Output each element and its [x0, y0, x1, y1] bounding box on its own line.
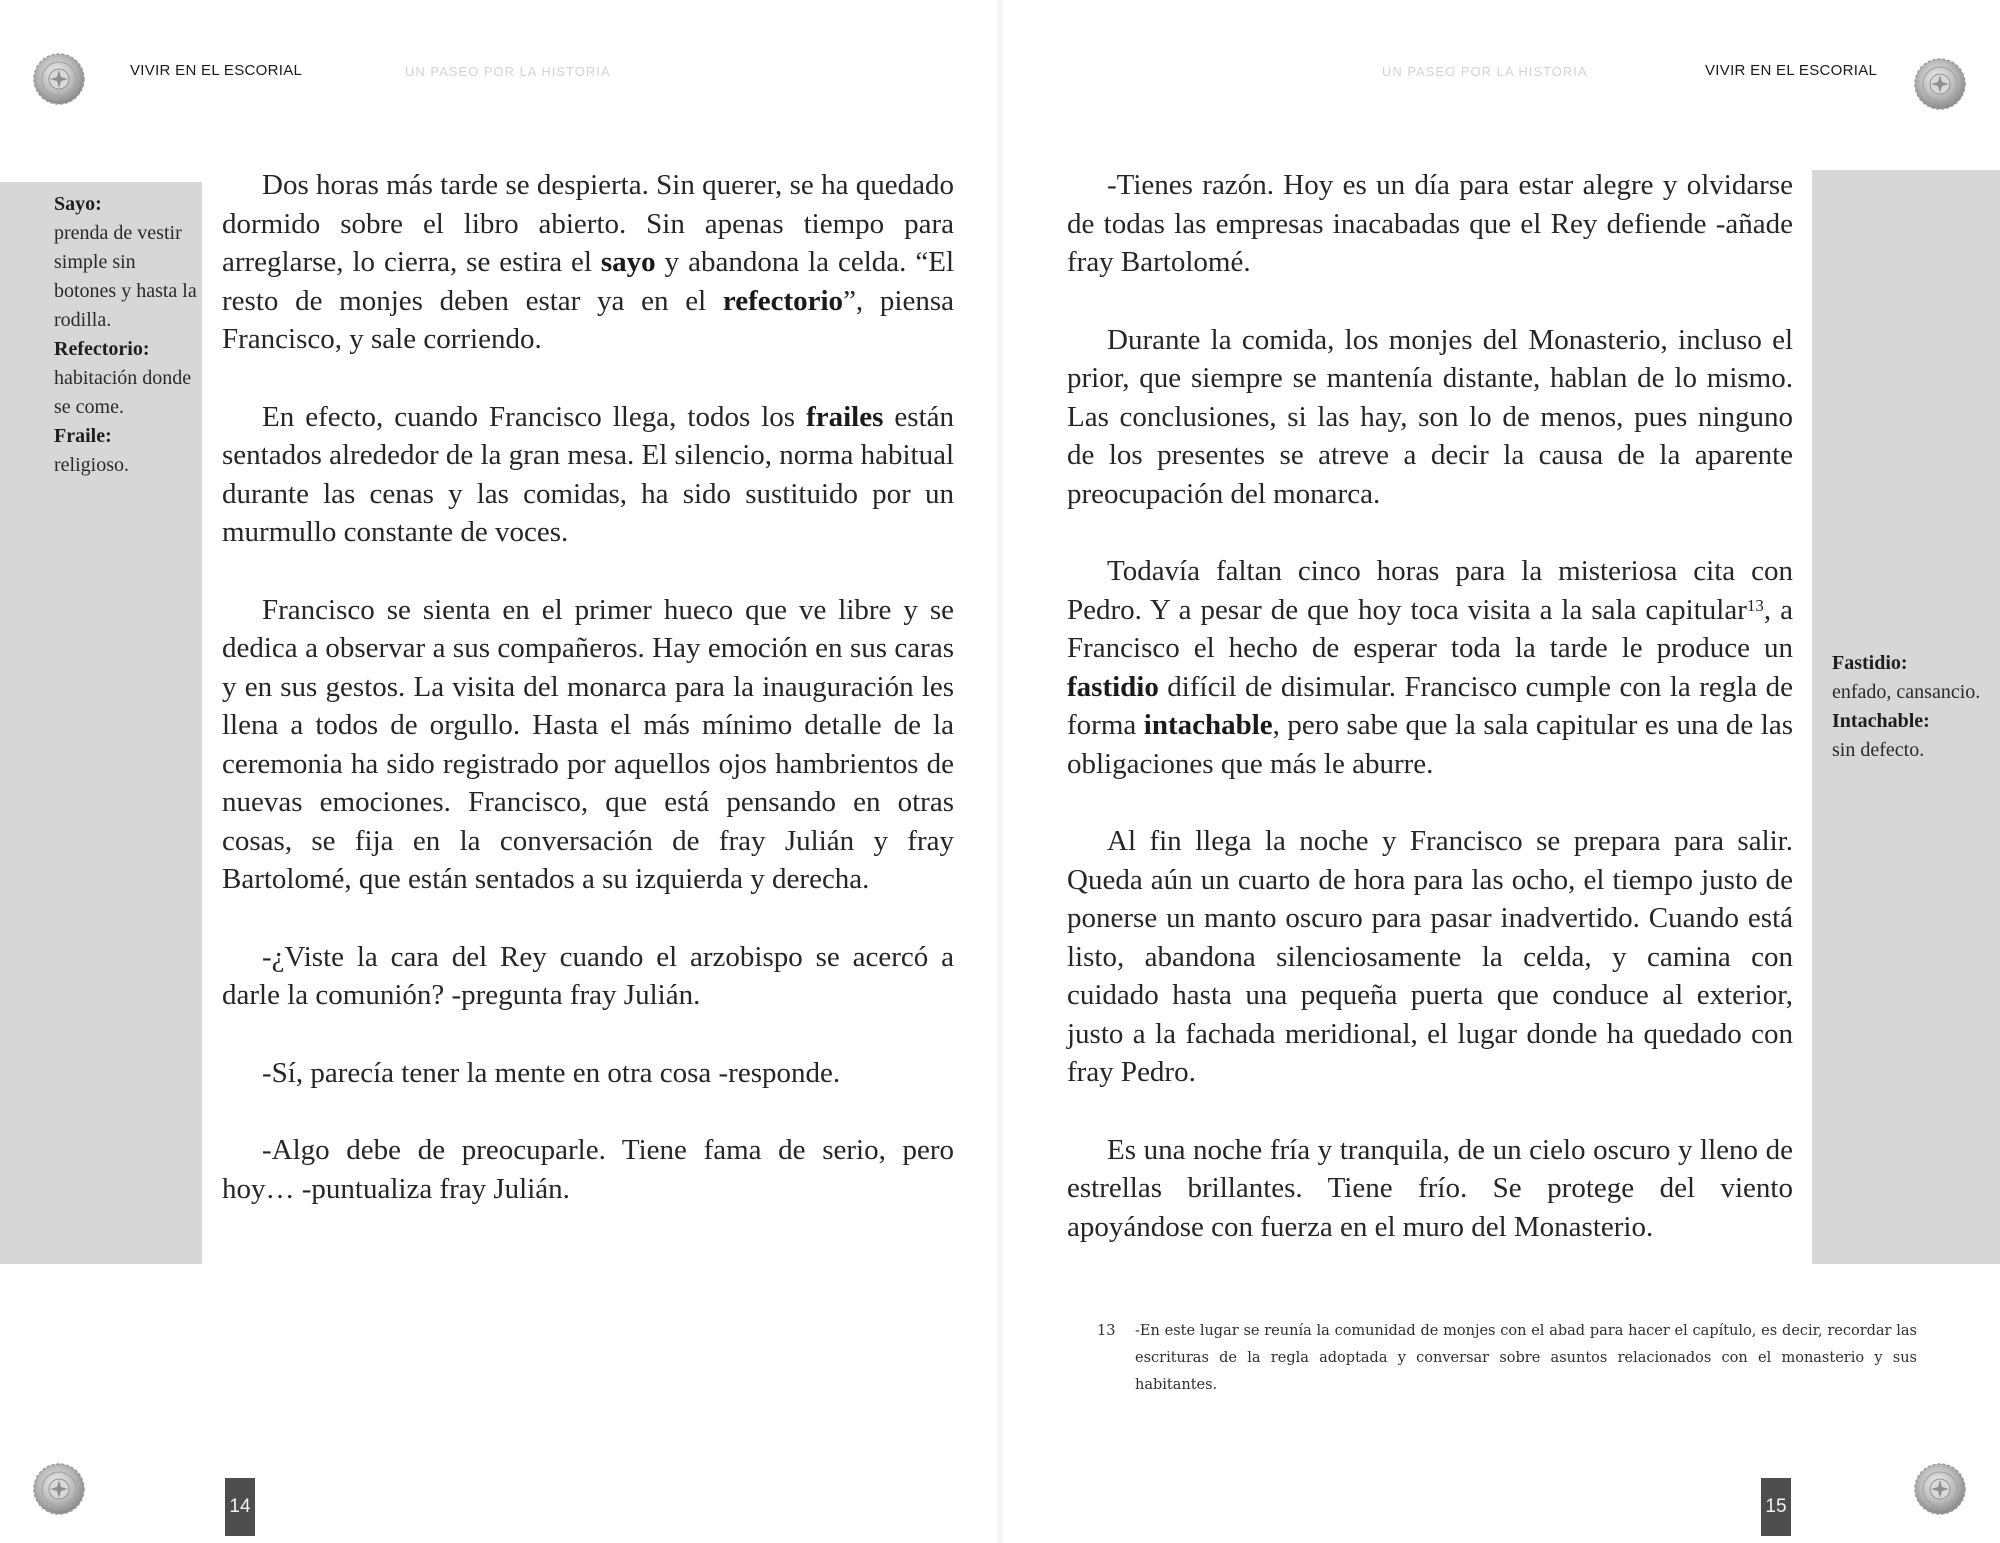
header-book-title: VIVIR EN EL ESCORIAL — [1705, 62, 1878, 79]
footnote-number: 13 — [1097, 1323, 1116, 1339]
glossary-word: frailes — [806, 400, 884, 433]
footnote-text: -En este lugar se reunía la comunidad de monjes con el abad para hacer el capítulo, es decir, recordar las escrituras de la regla adoptada y conversar sobre asuntos relacionados con el monasterio y sus habitantes. — [1135, 1323, 1917, 1393]
footnote — [1097, 1318, 1917, 1399]
glossary-definition: habitación donde se come. — [54, 367, 192, 418]
glossary — [1832, 649, 1992, 765]
glossary-word: intachable — [1143, 709, 1273, 741]
glossary-word: refectorio — [722, 284, 844, 317]
glossary-term: Fraile: — [54, 425, 112, 447]
seal-icon — [32, 1462, 86, 1516]
dialogue-paragraph: -Algo debe de preocuparle. Tiene fama de serio, pero hoy… -puntualiza fray Julián. — [222, 1134, 954, 1205]
seal-icon — [1913, 1462, 1967, 1516]
paragraph: En efecto, cuando Francisco llega, todos los frailes están sentados alrededor de la gran mesa. El silencio, norma habitual durante las cenas y las comidas, ha sido sustituido por un murmullo constante de voces. — [222, 400, 954, 548]
footnote-reference[interactable]: 13 — [1746, 595, 1764, 615]
glossary-word: sayo — [600, 246, 656, 278]
glossary-definition: enfado, cansancio. — [1832, 681, 1981, 703]
dialogue-paragraph: -Sí, parecía tener la mente en otra cosa -responde. — [262, 1056, 841, 1089]
glossary-entry — [54, 190, 202, 335]
glossary — [54, 190, 202, 480]
paragraph: Durante la comida, los monjes del Monasterio, incluso el prior, que siempre se mantenía distante, hablan de lo mismo. Las conclusiones, si las hay, son lo de menos, pues ninguno de los presentes se atreve a decir la causa de la aparente preocupación del monarca. — [1067, 323, 1793, 510]
paragraph: Todavía faltan cinco horas para la misteriosa cita con Pedro. Y a pesar de que hoy toca visita a la sala capitular$^{13}$, a Francisco el hecho de esperar toda la tarde le produce un fastidio difícil de disimular. Francisco cumple con la regla de forma intachable, pero sabe que la sala capitular es una de las obligaciones que más le aburre. — [1067, 555, 1793, 780]
paragraph: Es una noche fría y tranquila, de un cielo oscuro y lleno de estrellas brillantes. Tiene frío. Se protege del viento apoyándose con fuerza en el muro del Monasterio. — [1067, 1133, 1793, 1243]
page-number: 14 — [225, 1478, 255, 1536]
glossary-word: fastidio — [1067, 670, 1159, 703]
glossary-term: Intachable: — [1832, 710, 1930, 732]
dialogue-paragraph: -¿Viste la cara del Rey cuando el arzobispo se acercó a darle la comunión? -pregunta fray Julián. — [222, 940, 954, 1011]
paragraph: Francisco se sienta en el primer hueco que ve libre y se dedica a observar a sus compañeros. Hay emoción en sus caras y en sus gestos. La visita del monarca para la inauguración les llena a todos de orgullo. Hasta el más mínimo detalle de la ceremonia ha sido registrado por aquellos ojos hambrientos de nuevas emociones. Francisco, que está pensando en otras cosas, se fija en la conversación de fray Julián y fray Bartolomé, que están sentados a su izquierda y derecha. — [222, 593, 954, 895]
header-section-title: UN PASEO POR LA HISTORIA — [405, 64, 611, 79]
glossary-definition: sin defecto. — [1832, 739, 1925, 761]
dialogue-paragraph: -Tienes razón. Hoy es un día para estar alegre y olvidarse de todas las empresas inacabadas que el Rey defiende -añade fray Bartolomé. — [1067, 169, 1793, 278]
header-book-title: VIVIR EN EL ESCORIAL — [130, 62, 303, 79]
paragraph: Dos horas más tarde se despierta. Sin querer, se ha quedado dormido sobre el libro abierto. Sin apenas tiempo para arreglarse, lo cierra, se estira el sayo y abandona la celda. “El resto de monjes deben estar ya en el refectorio”, piensa Francisco, y sale corriendo. — [222, 169, 955, 355]
body-text — [1067, 166, 1793, 1285]
glossary-term: Sayo: — [54, 193, 102, 215]
glossary-term: Refectorio: — [54, 338, 150, 360]
header-section-title: UN PASEO POR LA HISTORIA — [1382, 64, 1588, 79]
body-text — [222, 166, 954, 1247]
seal-icon — [32, 52, 86, 106]
glossary-term: Fastidio: — [1832, 652, 1908, 674]
glossary-entry — [1832, 649, 1992, 707]
glossary-entry — [1832, 707, 1992, 765]
page-number: 15 — [1761, 1478, 1791, 1536]
right-page — [1000, 0, 2000, 1543]
glossary-definition: prenda de vestir simple sin botones y hasta la rodilla. — [54, 222, 197, 331]
glossary-definition: religioso. — [54, 454, 129, 476]
glossary-entry — [54, 422, 202, 480]
seal-icon — [1913, 57, 1967, 111]
paragraph: Al fin llega la noche y Francisco se prepara para salir. Queda aún un cuarto de hora para las ocho, el tiempo justo de ponerse un manto oscuro para pasar inadvertido. Cuando está listo, abandona silenciosamente la celda, y camina con cuidado hasta una pequeña puerta que conduce al exterior, justo a la fachada meridional, el lugar donde ha quedado con fray Pedro. — [1067, 825, 1793, 1088]
glossary-entry — [54, 335, 202, 422]
